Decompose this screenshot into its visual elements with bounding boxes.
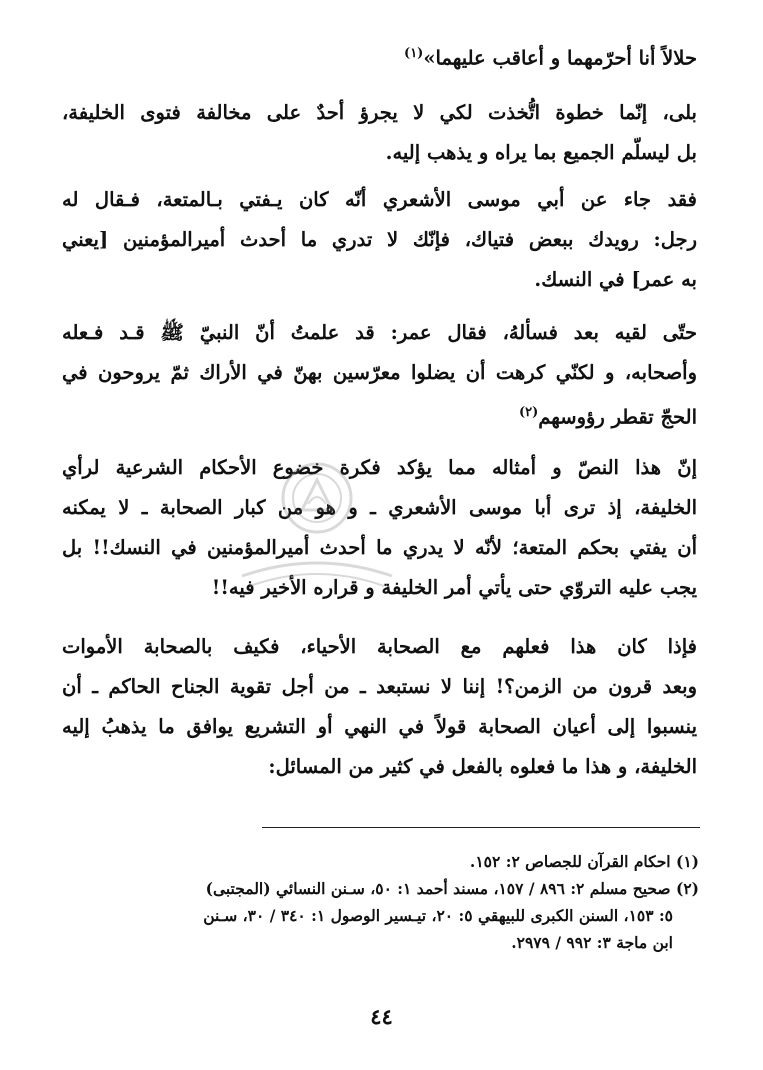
text-line: أن يفتي بحكم المتعة؛ لأنّه لا يدري ما أحدث أميرالمؤمنين في النسك!! بل xyxy=(62,536,697,559)
page-number: ٤٤ xyxy=(370,1004,393,1029)
paragraph-4 xyxy=(62,313,697,438)
footnote-ref-2: (٢) xyxy=(518,405,539,420)
text-line: يجب عليه التروّي حتى يأتي أمر الخليفة و قراره الأخير فيه!! xyxy=(211,576,697,599)
footnote-separator xyxy=(262,827,700,828)
paragraph-6 xyxy=(62,627,697,787)
footnote-ref-1: (١) xyxy=(404,46,424,61)
text-line: بل ليسلّم الجميع بما يراه و يذهب إليه. xyxy=(385,141,697,164)
text-fragment: الحجّ تقطر رؤوسهم xyxy=(538,405,697,429)
library-stamp-watermark xyxy=(222,458,412,608)
text-line: وأصحابه، و لكنّي كرهت أن يضلوا معرّسين بهنّ في الأراك ثمّ يروحون في xyxy=(62,361,697,384)
footnote-1: (١) احكام القرآن للجصاص ٢: ١٥٢. xyxy=(469,852,699,871)
text-line xyxy=(62,34,697,79)
text-line: فإذا كان هذا فعلهم مع الصحابة الأحياء، فكيف بالصحابة الأموات xyxy=(62,635,697,658)
footnotes xyxy=(62,848,699,956)
text-line: بلى، إنّما خطوة اتُّخذت لكي لا يجرؤ أحدٌ على مخالفة فتوى الخليفة، xyxy=(62,101,697,124)
text-line: وبعد قرون من الزمن؟! إننا لا نستبعد ـ من أجل تقوية الجناح الحاكم ـ أن xyxy=(62,675,697,698)
footnote-2-continued: ٥: ١٥٣، السنن الكبرى للبيهقي ٥: ٢٠، تيـسير الوصول ١: ٣٤٠ / ٣٠، سـنن xyxy=(203,906,673,925)
text-line xyxy=(62,393,697,438)
text-line: إنّ هذا النصّ و أمثاله مما يؤكد فكرة خضوع الأحكام الشرعية لرأي xyxy=(62,456,697,479)
text-line: رجل: رويدك ببعض فتياك، فإنّك لا تدري ما أحدث أميرالمؤمنين [يعني xyxy=(62,228,697,251)
text-line: الخليفة، إذ ترى أبا موسى الأشعري ـ و هو من كبار الصحابة ـ لا يمكنه xyxy=(62,496,697,519)
text-line: الخليفة، و هذا ما فعلوه بالفعل في كثير من المسائل: xyxy=(268,755,697,778)
text-line: به عمر] في النسك. xyxy=(534,268,697,291)
paragraph-1 xyxy=(62,34,697,79)
paragraph-3 xyxy=(62,180,697,300)
text-line: حتّى لقيه بعد فسألهُ، فقال عمر: قد علمتُ أنّ النبيّ ﷺ قـد فـعله xyxy=(62,321,697,344)
footnote-2: (٢) صحيح مسلم ٢: ٨٩٦ / ١٥٧، مسند أحمد ١: ٥٠، سـنن النسائي (المجتبى) xyxy=(205,879,699,898)
text-line: ينسبوا إلى أعيان الصحابة قولاً في النهي أو التشريع يوافق ما يذهبُ إليه xyxy=(62,715,697,738)
text-line: فقد جاء عن أبي موسى الأشعري أنّه كان يـفتي بـالمتعة، فـقال له xyxy=(62,188,697,211)
footnote-2-continued: ابن ماجة ٣: ٩٩٢ / ٢٩٧٩. xyxy=(511,933,673,952)
paragraph-2 xyxy=(62,93,697,173)
text-fragment: حلالاً أنا أحرّمهما و أعاقب عليهما» xyxy=(423,46,697,70)
